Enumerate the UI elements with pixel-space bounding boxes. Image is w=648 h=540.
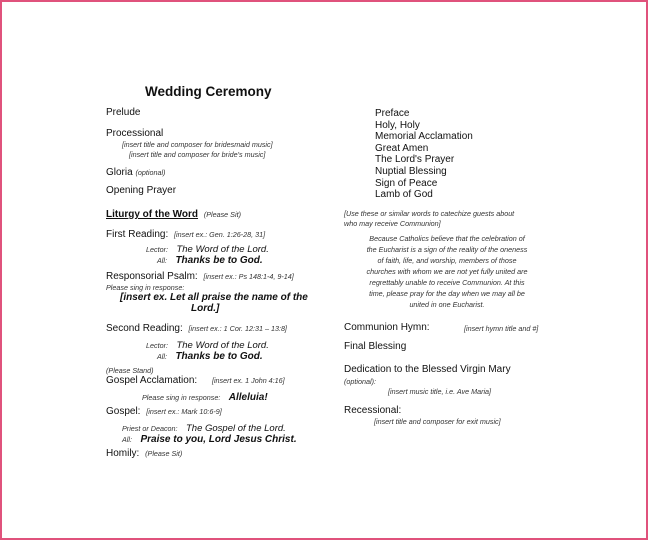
acclamation-label: Gospel Acclamation: xyxy=(106,375,198,386)
liturgy-note: (Please Sit) xyxy=(203,210,241,219)
processional-note-bridesmaid: [insert title and composer for bridesmaid music] xyxy=(122,140,273,149)
priest-label: Priest or Deacon: xyxy=(122,424,178,433)
list-item: Preface xyxy=(375,108,410,119)
dedication: Dedication to the Blessed Virgin Mary xyxy=(344,364,511,375)
recessional-note: [insert title and composer for exit music] xyxy=(374,417,501,426)
prelude: Prelude xyxy=(106,107,141,118)
communion-hymn-note: [insert hymn title and #] xyxy=(464,324,539,333)
processional: Processional xyxy=(106,128,164,139)
list-item: Sign of Peace xyxy=(375,177,438,189)
second-reading-label: Second Reading: xyxy=(106,323,183,334)
eucharist-list xyxy=(375,108,473,201)
all-label: All: xyxy=(157,352,167,361)
acclamation-note: Please sing in response: xyxy=(142,393,221,402)
psalm-response-line2: Lord.] xyxy=(191,303,220,314)
first-reading-label: First Reading: xyxy=(106,229,169,240)
all-response-2 xyxy=(157,346,263,364)
homily-note: (Please Sit) xyxy=(145,449,183,458)
liturgy-heading xyxy=(106,209,241,220)
liturgy-title: Liturgy of the Word xyxy=(106,209,199,220)
paragraph-line: the Eucharist is a sign of the reality of the oneness xyxy=(366,245,528,254)
gospel-label: Gospel: xyxy=(106,406,141,417)
psalm-response-line1: [insert ex. Let all praise the name of the xyxy=(120,292,308,303)
gospel-ref: [insert ex.: Mark 10:6-9] xyxy=(146,407,222,416)
all-response-1 xyxy=(157,250,263,268)
recessional: Recessional: xyxy=(344,405,402,416)
gloria-optional-note: (optional) xyxy=(135,168,166,177)
dedication-optional: (optional): xyxy=(344,377,376,386)
final-blessing: Final Blessing xyxy=(344,341,407,352)
page-title: Wedding Ceremony xyxy=(145,84,272,99)
all-text: Praise to you, Lord Jesus Christ. xyxy=(140,434,297,445)
second-reading xyxy=(106,323,287,334)
lector-text: The Word of the Lord. xyxy=(176,340,269,351)
please-stand: (Please Stand) xyxy=(106,366,154,375)
acclamation-ref: [insert ex. 1 John 4:16] xyxy=(211,376,285,385)
communion-paragraph xyxy=(339,233,555,310)
psalm-note: Please sing in response: xyxy=(106,283,185,292)
paragraph-line: time, please pray for the day when we may all be xyxy=(369,289,525,298)
homily-label: Homily: xyxy=(106,448,140,459)
all-label: All: xyxy=(122,435,132,444)
list-item: Great Amen xyxy=(375,142,429,154)
first-reading-ref: [insert ex.: Gen. 1:26-28, 31] xyxy=(174,230,266,239)
paragraph-line: churches with whom we are not yet fully united are xyxy=(366,267,528,276)
opening-prayer: Opening Prayer xyxy=(106,185,177,196)
paragraph-line: Because Catholics believe that the celebration of xyxy=(369,234,525,243)
list-item: Holy, Holy xyxy=(375,119,420,131)
processional-note-bride: [insert title and composer for bride's music] xyxy=(129,150,266,159)
gloria-label: Gloria xyxy=(106,167,133,178)
priest-text: The Gospel of the Lord. xyxy=(185,423,286,434)
acclamation-response xyxy=(142,387,268,405)
lector-label: Lector: xyxy=(146,245,168,254)
all-text: Thanks be to God. xyxy=(175,351,263,362)
catechize-note-line1: [Use these or similar words to catechize guests about xyxy=(344,209,515,218)
list-item: The Lord's Prayer xyxy=(375,154,455,166)
gospel-acclamation xyxy=(106,375,285,386)
second-reading-ref: [insert ex.: 1 Cor. 12:31 – 13:8] xyxy=(188,324,287,333)
gospel xyxy=(106,406,222,417)
psalm-ref: [insert ex.: Ps 148:1-4, 9-14] xyxy=(203,272,294,281)
all-label: All: xyxy=(157,256,167,265)
responsorial-psalm xyxy=(106,271,294,282)
paragraph-line: regrettably unable to receive Communion. At this xyxy=(369,278,525,287)
all-text: Thanks be to God. xyxy=(175,255,263,266)
catechize-note-line2: who may receive Communion] xyxy=(344,219,441,228)
all-response-3 xyxy=(122,429,297,447)
paragraph-line: united in one Eucharist. xyxy=(409,300,485,309)
lector-label: Lector: xyxy=(146,341,168,350)
psalm-label: Responsorial Psalm: xyxy=(106,271,198,282)
lector-text: The Word of the Lord. xyxy=(176,244,269,255)
communion-hymn: Communion Hymn: xyxy=(344,322,430,333)
list-item: Lamb of God xyxy=(375,189,433,201)
list-item: Nuptial Blessing xyxy=(375,165,447,177)
paragraph-line: of faith, life, and worship, members of those xyxy=(377,256,517,265)
gloria xyxy=(106,167,165,178)
homily xyxy=(106,448,182,459)
dedication-note: [insert music title, i.e. Ave Maria] xyxy=(388,387,492,396)
alleluia: Alleluia! xyxy=(228,392,268,403)
list-item: Memorial Acclamation xyxy=(375,131,473,143)
